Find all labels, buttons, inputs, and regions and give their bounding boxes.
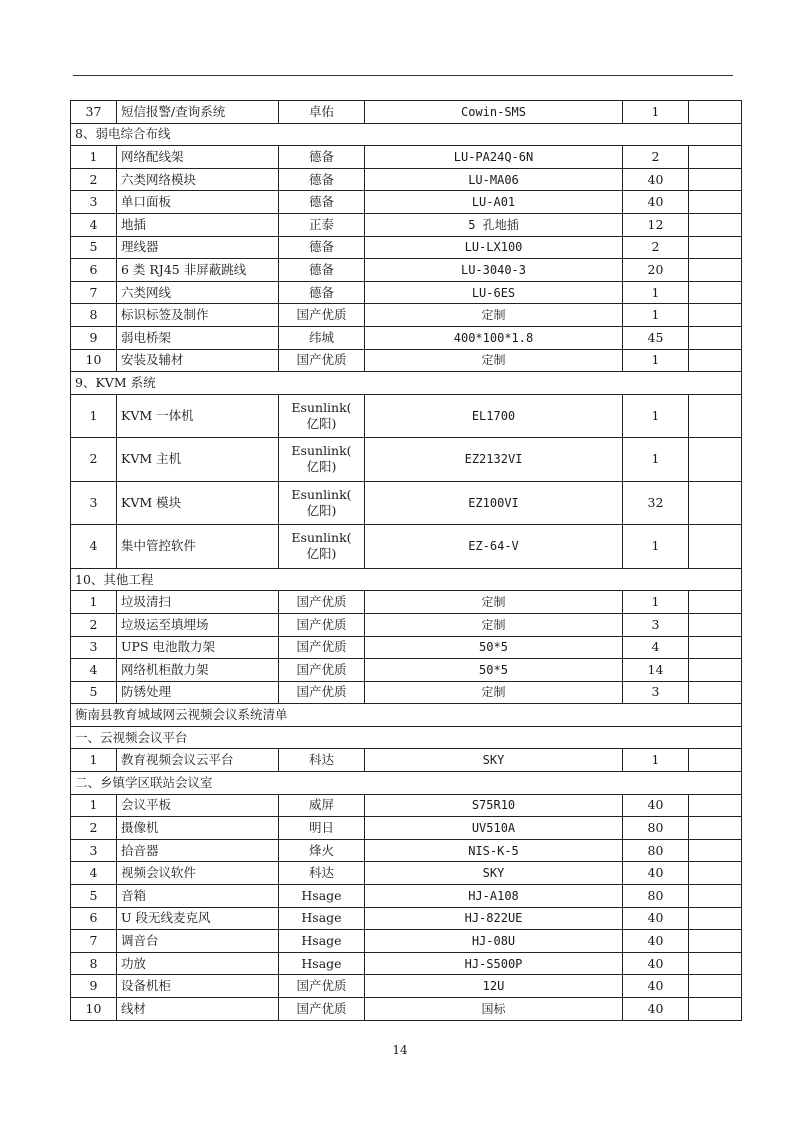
item-brand: 正泰 [279,213,365,236]
item-number: 3 [71,636,117,659]
item-brand: 国产优质 [279,659,365,682]
item-model: 5 孔地插 [365,213,623,236]
item-number: 2 [71,817,117,840]
item-number: 6 [71,907,117,930]
item-brand: 烽火 [279,839,365,862]
item-model: SKY [365,749,623,772]
item-name: U 段无线麦克风 [117,907,279,930]
section-title: 8、弱电综合布线 [71,123,742,146]
item-remarks [689,259,742,282]
item-number: 1 [71,394,117,438]
item-brand: 纬城 [279,326,365,349]
item-quantity: 3 [623,681,689,704]
item-model: EZ2132VI [365,438,623,482]
item-number: 4 [71,659,117,682]
item-brand: Hsage [279,952,365,975]
item-brand [279,394,365,438]
item-model: LU-A01 [365,191,623,214]
table-row [71,481,742,525]
table-row [71,525,742,569]
item-brand-line1: Esunlink( [291,399,352,415]
item-number: 2 [71,168,117,191]
item-number: 5 [71,236,117,259]
item-model: 12U [365,975,623,998]
section-row [71,568,742,591]
item-remarks [689,236,742,259]
item-brand: 德备 [279,236,365,259]
item-remarks [689,885,742,908]
item-name: 垃圾运至填埋场 [117,613,279,636]
table-row [71,326,742,349]
table-row [71,168,742,191]
item-quantity: 80 [623,839,689,862]
section-title: 衡南县教育城域网云视频会议系统清单 [71,704,742,727]
item-quantity: 1 [623,591,689,614]
table-row [71,146,742,169]
item-name: 音箱 [117,885,279,908]
item-remarks [689,681,742,704]
item-brand-line2: 亿阳) [306,415,337,431]
table-row [71,259,742,282]
item-name: 单口面板 [117,191,279,214]
table-row [71,394,742,438]
item-number: 4 [71,525,117,569]
item-model: LU-LX100 [365,236,623,259]
item-model: LU-PA24Q-6N [365,146,623,169]
item-remarks [689,613,742,636]
equipment-table [70,100,742,1021]
table-row [71,659,742,682]
item-number: 8 [71,952,117,975]
item-quantity: 80 [623,885,689,908]
header-rule [73,75,733,76]
item-brand [279,525,365,569]
item-brand [279,481,365,525]
item-quantity: 40 [623,862,689,885]
item-quantity: 40 [623,191,689,214]
item-model: EZ100VI [365,481,623,525]
item-number: 6 [71,259,117,282]
item-remarks [689,659,742,682]
item-number: 7 [71,930,117,953]
item-number: 9 [71,975,117,998]
item-name: 网络机柜散力架 [117,659,279,682]
item-brand-line1: Esunlink( [291,530,352,546]
item-brand: 国产优质 [279,998,365,1021]
item-model: EL1700 [365,394,623,438]
item-brand-line2: 亿阳) [306,502,337,518]
item-quantity: 1 [623,281,689,304]
item-model: NIS-K-5 [365,839,623,862]
item-name: 调音台 [117,930,279,953]
item-remarks [689,749,742,772]
item-brand: 科达 [279,749,365,772]
item-quantity: 1 [623,749,689,772]
table-row [71,975,742,998]
item-number: 37 [71,101,117,124]
item-brand: Hsage [279,885,365,908]
item-name: 理线器 [117,236,279,259]
item-remarks [689,281,742,304]
item-number: 4 [71,862,117,885]
item-quantity: 1 [623,438,689,482]
item-model: 50*5 [365,659,623,682]
item-model: S75R10 [365,794,623,817]
item-quantity: 1 [623,101,689,124]
item-number: 1 [71,794,117,817]
section-row [71,772,742,795]
item-quantity: 2 [623,146,689,169]
item-remarks [689,930,742,953]
item-remarks [689,952,742,975]
item-brand: 德备 [279,259,365,282]
page-number: 14 [392,1043,408,1057]
item-number: 7 [71,281,117,304]
item-brand-line2: 亿阳) [306,546,337,562]
table-row [71,191,742,214]
item-model: Cowin-SMS [365,101,623,124]
item-model: SKY [365,862,623,885]
item-number: 1 [71,146,117,169]
item-brand-line1: Esunlink( [291,443,352,459]
table-row [71,952,742,975]
item-quantity: 1 [623,394,689,438]
item-name: 拾音器 [117,839,279,862]
item-quantity: 3 [623,613,689,636]
item-brand [279,438,365,482]
table-row [71,681,742,704]
item-remarks [689,794,742,817]
item-model: 定制 [365,681,623,704]
item-name: 设备机柜 [117,975,279,998]
item-quantity: 4 [623,636,689,659]
table-row [71,438,742,482]
item-name: 线材 [117,998,279,1021]
item-remarks [689,146,742,169]
item-name: 视频会议软件 [117,862,279,885]
table-row [71,636,742,659]
table-row [71,613,742,636]
item-name: 垃圾清扫 [117,591,279,614]
item-quantity: 32 [623,481,689,525]
item-remarks [689,101,742,124]
item-remarks [689,168,742,191]
table-row [71,998,742,1021]
item-model: UV510A [365,817,623,840]
item-remarks [689,525,742,569]
item-brand: 国产优质 [279,591,365,614]
item-remarks [689,191,742,214]
item-brand: 国产优质 [279,304,365,327]
item-name: 会议平板 [117,794,279,817]
table-row [71,907,742,930]
item-brand: 德备 [279,168,365,191]
item-name: 摄像机 [117,817,279,840]
item-model: 定制 [365,349,623,372]
item-quantity: 1 [623,525,689,569]
item-model: 400*100*1.8 [365,326,623,349]
item-number: 10 [71,998,117,1021]
item-number: 9 [71,326,117,349]
item-name: 6 类 RJ45 非屏蔽跳线 [117,259,279,282]
item-name: 标识标签及制作 [117,304,279,327]
section-title: 9、KVM 系统 [71,372,742,395]
item-number: 2 [71,438,117,482]
item-brand: 德备 [279,146,365,169]
item-model: 定制 [365,613,623,636]
item-remarks [689,438,742,482]
item-model: HJ-08U [365,930,623,953]
item-brand: 国产优质 [279,636,365,659]
table-row [71,236,742,259]
table-row [71,817,742,840]
section-row [71,704,742,727]
section-title: 10、其他工程 [71,568,742,591]
item-number: 1 [71,591,117,614]
item-number: 8 [71,304,117,327]
item-brand: Hsage [279,907,365,930]
item-name: 网络配线架 [117,146,279,169]
item-brand: 国产优质 [279,681,365,704]
item-name: 教育视频会议云平台 [117,749,279,772]
item-model: LU-3040-3 [365,259,623,282]
item-model: LU-MA06 [365,168,623,191]
section-row [71,726,742,749]
item-number: 3 [71,191,117,214]
item-name: 六类网络模块 [117,168,279,191]
item-brand: 国产优质 [279,349,365,372]
item-model: 国标 [365,998,623,1021]
item-brand: 德备 [279,281,365,304]
section-title: 一、云视频会议平台 [71,726,742,749]
item-name: UPS 电池散力架 [117,636,279,659]
item-name: KVM 模块 [117,481,279,525]
item-remarks [689,213,742,236]
item-remarks [689,636,742,659]
item-brand-line2: 亿阳) [306,459,337,475]
item-quantity: 40 [623,907,689,930]
item-quantity: 40 [623,168,689,191]
item-remarks [689,326,742,349]
item-brand: 国产优质 [279,613,365,636]
item-remarks [689,304,742,327]
item-remarks [689,591,742,614]
item-brand: 德备 [279,191,365,214]
item-model: HJ-S500P [365,952,623,975]
item-model: 定制 [365,591,623,614]
item-number: 3 [71,481,117,525]
table-row [71,794,742,817]
item-model: 50*5 [365,636,623,659]
item-quantity: 2 [623,236,689,259]
item-name: 地插 [117,213,279,236]
table-row [71,839,742,862]
item-remarks [689,839,742,862]
item-name: 功放 [117,952,279,975]
item-brand-line1: Esunlink( [291,486,352,502]
table-row [71,749,742,772]
item-quantity: 12 [623,213,689,236]
table-row [71,101,742,124]
item-name: KVM 主机 [117,438,279,482]
item-remarks [689,862,742,885]
item-number: 3 [71,839,117,862]
item-quantity: 1 [623,304,689,327]
item-number: 5 [71,885,117,908]
item-name: 防锈处理 [117,681,279,704]
item-remarks [689,975,742,998]
section-title: 二、乡镇学区联站会议室 [71,772,742,795]
item-name: 短信报警/查询系统 [117,101,279,124]
item-name: 六类网线 [117,281,279,304]
item-model: LU-6ES [365,281,623,304]
item-brand: Hsage [279,930,365,953]
item-number: 10 [71,349,117,372]
table-row [71,349,742,372]
item-name: 集中管控软件 [117,525,279,569]
table-row [71,213,742,236]
table-row [71,862,742,885]
item-quantity: 14 [623,659,689,682]
item-remarks [689,349,742,372]
item-model: 定制 [365,304,623,327]
item-quantity: 20 [623,259,689,282]
table-row [71,930,742,953]
item-number: 4 [71,213,117,236]
item-name: 弱电桥架 [117,326,279,349]
item-number: 2 [71,613,117,636]
item-remarks [689,998,742,1021]
item-model: HJ-822UE [365,907,623,930]
item-name: KVM 一体机 [117,394,279,438]
item-number: 1 [71,749,117,772]
item-number: 5 [71,681,117,704]
item-brand: 科达 [279,862,365,885]
item-quantity: 40 [623,998,689,1021]
item-brand: 威屏 [279,794,365,817]
item-quantity: 40 [623,952,689,975]
item-brand: 明日 [279,817,365,840]
item-quantity: 80 [623,817,689,840]
item-brand: 国产优质 [279,975,365,998]
item-remarks [689,817,742,840]
section-row [71,372,742,395]
item-brand: 卓佑 [279,101,365,124]
item-quantity: 40 [623,794,689,817]
item-quantity: 1 [623,349,689,372]
item-name: 安装及辅材 [117,349,279,372]
table-row [71,885,742,908]
item-remarks [689,394,742,438]
item-model: EZ-64-V [365,525,623,569]
section-row [71,123,742,146]
table-row [71,591,742,614]
item-remarks [689,907,742,930]
equipment-table-body [71,101,742,1021]
item-model: HJ-A108 [365,885,623,908]
item-quantity: 45 [623,326,689,349]
item-remarks [689,481,742,525]
item-quantity: 40 [623,975,689,998]
table-row [71,304,742,327]
item-quantity: 40 [623,930,689,953]
table-row [71,281,742,304]
